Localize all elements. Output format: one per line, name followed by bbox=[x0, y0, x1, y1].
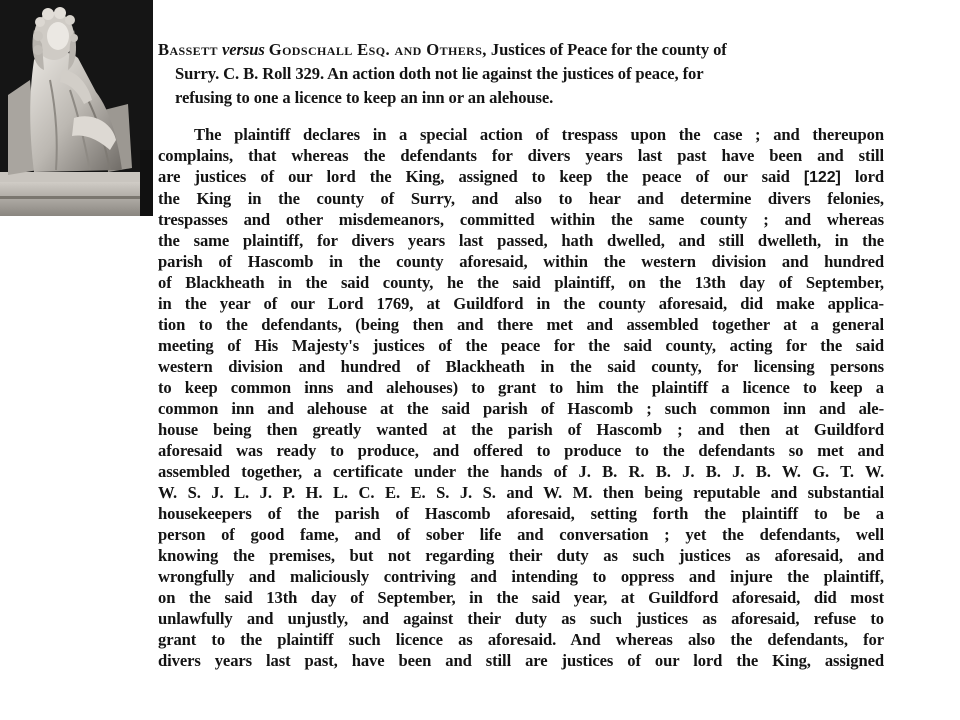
heading-line3: refusing to one a licence to keep an inn or an alehouse. bbox=[175, 88, 554, 107]
judge-statue-photo bbox=[0, 0, 153, 216]
body-line: meeting of His Majesty's justices of the peace for the said county, acting for the said bbox=[158, 336, 884, 355]
body-line: W. S. J. L. J. P. H. L. C. E. E. S. J. S. and W. M. then being reputable and substantial bbox=[158, 483, 884, 502]
body-line: common inn and alehouse at the said parish of Hascomb ; such common inn and ale- bbox=[158, 399, 884, 418]
defendants-name: Godschall Esq. and Others, bbox=[268, 40, 487, 59]
body-line: parish of Hascomb in the county aforesaid, within the western division and hundred bbox=[158, 252, 884, 271]
body-line: the same plaintiff, for divers years last passed, hath dwelled, and still dwelleth, in the bbox=[158, 231, 884, 250]
body-line-suffix: lord bbox=[854, 167, 884, 186]
body-line: The plaintiff declares in a special action of trespass upon the case ; and thereupon bbox=[194, 125, 884, 144]
body-line: to keep common inns and alehouses) to grant to him the plaintiff a licence to keep a bbox=[158, 378, 884, 397]
body-line: wrongfully and maliciously contriving and intending to oppress and injure the plaintiff, bbox=[158, 567, 884, 586]
case-body-text bbox=[158, 124, 884, 671]
body-line: house being then greatly wanted at the parish of Hascomb ; and then at Guildford bbox=[158, 420, 884, 439]
plaintiff-name: Bassett bbox=[158, 40, 218, 59]
body-line: housekeepers of the parish of Hascomb aforesaid, setting forth the plaintiff to be a bbox=[158, 504, 884, 523]
versus-text: versus bbox=[221, 40, 265, 59]
heading-line2: Surry. C. B. Roll 329. An action doth not lie against the justices of peace, for bbox=[175, 64, 704, 83]
body-line: grant to the plaintiff such licence as aforesaid. And whereas also the defendants, for bbox=[158, 630, 884, 649]
body-line: divers years last past, have been and still are justices of our lord the King, assigned bbox=[158, 651, 884, 670]
body-line: assembled together, a certificate under the hands of J. B. R. B. J. B. J. B. W. G. T. W. bbox=[158, 462, 884, 481]
body-line: in the year of our Lord 1769, at Guildford in the county aforesaid, did make applica- bbox=[158, 294, 884, 313]
body-line-text: are justices of our lord the King, assigned to keep the peace of our said bbox=[158, 167, 790, 186]
body-line: aforesaid was ready to produce, and offered to produce to the defendants so met and bbox=[158, 441, 884, 460]
body-line: complains, that whereas the defendants for divers years last past have been and still bbox=[158, 146, 884, 165]
law-report-page bbox=[158, 38, 884, 688]
heading-line1-rest: Justices of Peace for the county of bbox=[486, 40, 727, 59]
case-heading bbox=[158, 38, 884, 110]
body-line: tion to the defendants, (being then and there met and assembled together at a general bbox=[158, 315, 884, 334]
body-line: the King in the county of Surry, and also to hear and determine divers felonies, bbox=[158, 189, 884, 208]
body-line: trespasses and other misdemeanors, committed within the same county ; and whereas bbox=[158, 210, 884, 229]
body-line: knowing the premises, but not regarding their duty as such justices as aforesaid, and bbox=[158, 546, 884, 565]
page-reference: [122] bbox=[803, 169, 841, 186]
body-line: unlawfully and unjustly, and against their duty as such justices as aforesaid, refuse to bbox=[158, 609, 884, 628]
body-line: person of good fame, and of sober life and conversation ; yet the defendants, well bbox=[158, 525, 884, 544]
body-line: of Blackheath in the said county, he the said plaintiff, on the 13th day of September, bbox=[158, 273, 884, 292]
body-line-with-page-ref bbox=[158, 166, 884, 188]
body-line: on the said 13th day of September, in the said year, at Guildford aforesaid, did most bbox=[158, 588, 884, 607]
body-line: western division and hundred of Blackheath in the said county, for licensing persons bbox=[158, 357, 884, 376]
